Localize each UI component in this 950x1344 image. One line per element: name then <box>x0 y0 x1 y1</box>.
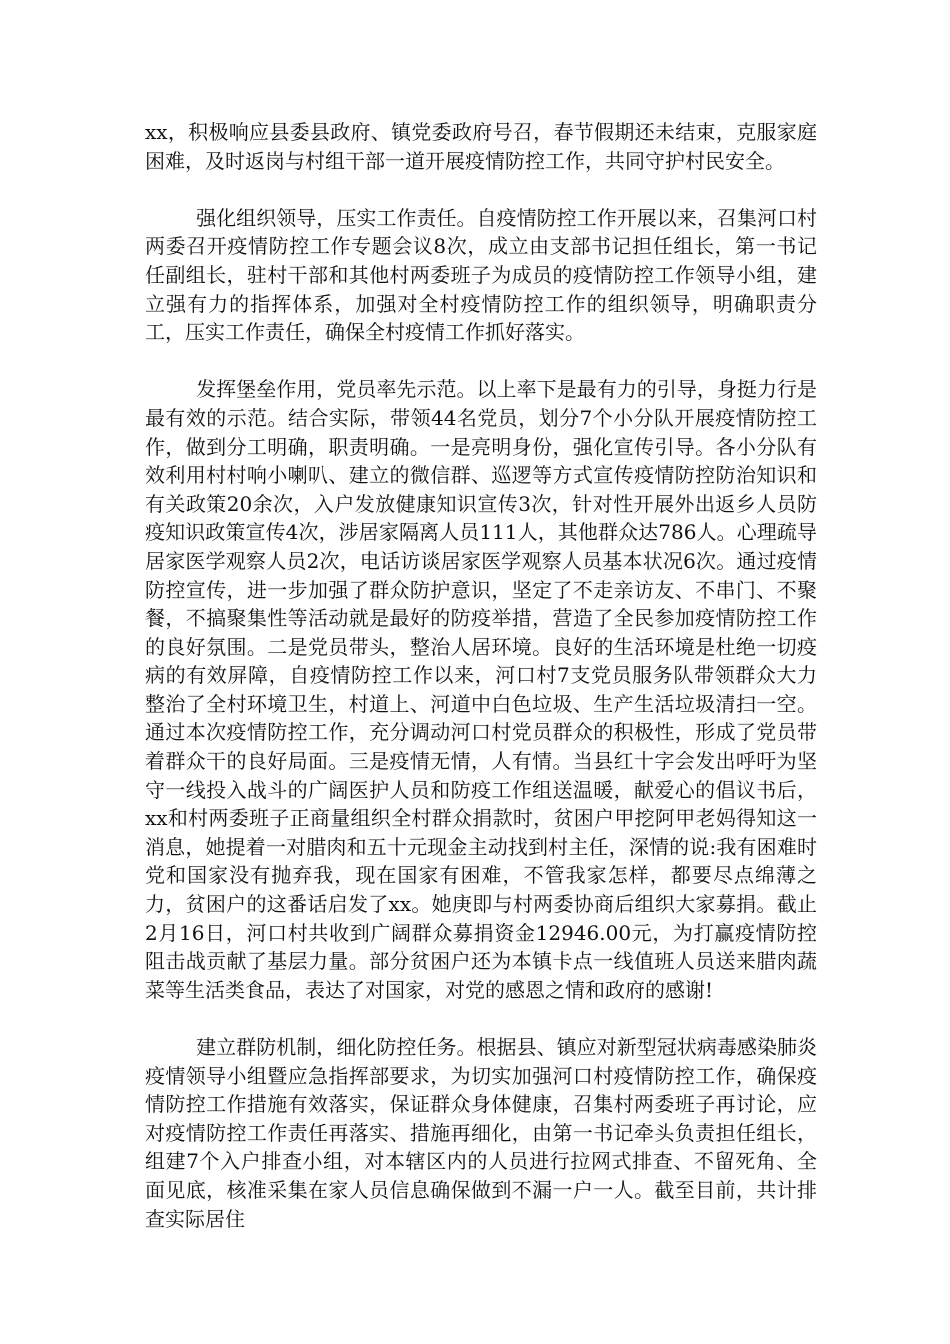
document-body <box>145 118 817 1233</box>
paragraph-intro: xx，积极响应县委县政府、镇党委政府号召，春节假期还未结束，克服家庭困难，及时返岗与村组干部一道开展疫情防控工作，共同守护村民安全。 <box>145 120 817 173</box>
paragraph-organization: 强化组织领导，压实工作责任。自疫情防控工作开展以来，召集河口村两委召开疫情防控工作专题会议8次，成立由支部书记担任组长，第一书记任副组长，驻村干部和其他村两委班子为成员的疫情防控工作领导小组，建立强有力的指挥体系，加强对全村疫情防控工作的组织领导，明确职责分工，压实工作责任，确保全村疫情工作抓好落实。 <box>145 205 818 345</box>
paragraph-prevention-mechanism: 建立群防机制，细化防控任务。根据县、镇应对新型冠状病毒感染肺炎疫情领导小组暨应急指挥部要求，为切实加强河口村疫情防控工作，确保疫情防控工作措施有效落实，保证群众身体健康，召集村两委班子再讨论，应对疫情防控工作责任再落实、措施再细化，由第一书记牵头负责担任组长，组建7个入户排查小组，对本辖区内的人员进行拉网式排查、不留死角、全面见底，核准采集在家人员信息确保做到不漏一户一人。截至目前，共计排查实际居住 <box>145 1035 818 1231</box>
paragraph-party-members: 发挥堡垒作用，党员率先示范。以上率下是最有力的引导，身挺力行是最有效的示范。结合实际，带领44名党员，划分7个小分队开展疫情防控工作，做到分工明确，职责明确。一是亮明身份，强化宣传引导。各小分队有效利用村村响小喇叭、建立的微信群、巡逻等方式宣传疫情防控防治知识和有关政策20余次，入户发放健康知识宣传3次，针对性开展外出返乡人员防疫知识政策宣传4次，涉居家隔离人员111人，其他群众达786人。心理疏导居家医学观察人员2次，电话访谈居家医学观察人员基本状况6次。通过疫情防控宣传，进一步加强了群众防护意识，坚定了不走亲访友、不串门、不聚餐，不搞聚集性等活动就是最好的防疫举措，营造了全民参加疫情防控工作的良好氛围。二是党员带头，整治人居环境。良好的生活环境是杜绝一切疫病的有效屏障，自疫情防控工作以来，河口村7支党员服务队带领群众大力整治了全村环境卫生，村道上、河道中白色垃圾、生产生活垃圾清扫一空。通过本次疫情防控工作，充分调动河口村党员群众的积极性，形成了党员带着群众干的良好局面。三是疫情无情，人有情。当县红十字会发出呼吁为坚守一线投入战斗的广阔医护人员和防疫工作组送温暖，献爱心的倡议书后，xx和村两委班子正商量组织全村群众捐款时，贫困户甲挖阿甲老妈得知这一消息，她提着一对腊肉和五十元现金主动找到村主任，深情的说:我有困难时党和国家没有抛弃我，现在国家有困难，不管我家怎样，都要尽点绵薄之力，贫困户的这番话启发了xx。她庚即与村两委协商后组织大家募捐。截止2月16日，河口村共收到广阔群众募捐资金12946.00元，为打赢疫情防控阻击战贡献了基层力量。部分贫困户还为本镇卡点一线值班人员送来腊肉蔬菜等生活类食品，表达了对国家，对党的感恩之情和政府的感谢! <box>145 377 818 1002</box>
